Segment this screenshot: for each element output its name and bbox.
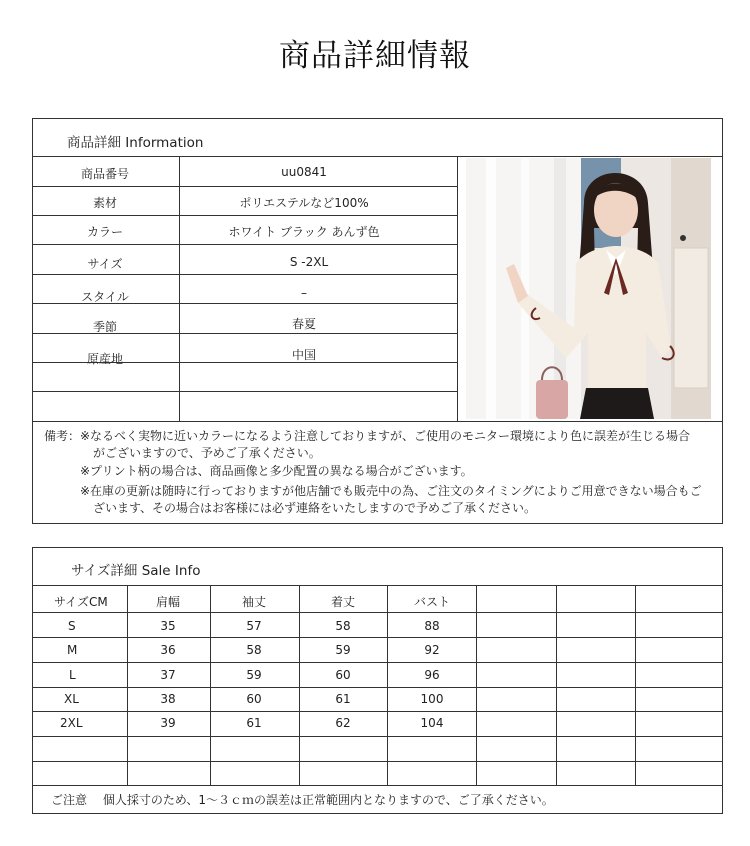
note-line-3: ※プリント柄の場合は、商品画像と多少配置の異なる場合がございます。 (80, 464, 473, 478)
size-cell: 60 (335, 668, 351, 682)
size-cell: 104 (420, 716, 444, 730)
note-line-1: 備考：※なるべく実物に近いカラーになるよう注意しておりますが、ご使用のモニター環境により色に誤差が生じる場合 (44, 429, 691, 443)
detail-label-size: サイズ (87, 257, 123, 271)
size-header-label: サイズ詳細 Sale Info (71, 563, 201, 579)
note-line-5: ざいます、その場合はお客様には必ず連絡をいたしますので予めご了承ください。 (93, 501, 537, 515)
size-cell: S (68, 619, 76, 633)
size-col-header-size: サイズCM (54, 595, 108, 609)
size-col-header-length: 着丈 (330, 595, 356, 609)
size-cell: 61 (246, 716, 262, 730)
size-col-header-bust: バスト (413, 595, 451, 609)
size-cell: 39 (160, 716, 176, 730)
size-cell: XL (64, 692, 79, 706)
details-header-label: 商品詳細 Information (67, 135, 204, 151)
detail-label-season: 季節 (92, 320, 118, 334)
note-line-4: ※在庫の更新は随時に行っておりますが他店舗でも販売中の為、ご注文のタイミングによりご用意できない場合もご (80, 484, 702, 498)
page-title: 商品詳細情報 (279, 38, 471, 74)
detail-label-origin: 原産地 (86, 352, 124, 366)
size-cell: M (67, 643, 78, 657)
size-cell: 35 (160, 619, 176, 633)
detail-value-season: 春夏 (291, 317, 317, 331)
detail-label-color: カラー (86, 225, 124, 239)
size-cell: 100 (420, 692, 444, 706)
size-cell: 59 (246, 668, 262, 682)
size-col-header-shoulder: 肩幅 (155, 595, 181, 609)
size-cell: 38 (160, 692, 176, 706)
size-cell: 59 (335, 643, 351, 657)
detail-label-item-number: 商品番号 (80, 167, 130, 181)
size-cell: 2XL (60, 716, 83, 730)
size-footer-note: ご注意 個人採寸のため、1～３ｃｍの誤差は正常範囲内となりますので、ご了承ください。 (51, 793, 554, 807)
size-cell: 57 (246, 619, 262, 633)
product-photo (466, 158, 711, 419)
detail-label-style: スタイル (81, 290, 129, 304)
size-cell: 36 (160, 643, 176, 657)
size-cell: 96 (424, 668, 440, 682)
size-section-header (33, 548, 722, 586)
size-cell: 37 (160, 668, 176, 682)
detail-value-item-number: uu0841 (281, 165, 327, 179)
size-cell: 58 (335, 619, 351, 633)
size-col-header-sleeve: 袖丈 (241, 595, 267, 609)
size-table-box (32, 547, 723, 814)
size-cell: 62 (335, 716, 351, 730)
detail-value-material: ポリエステルなど100% (239, 196, 369, 210)
detail-label-material: 素材 (92, 196, 118, 210)
details-section-header (33, 119, 722, 157)
size-cell: L (69, 668, 76, 682)
size-cell: 92 (424, 643, 440, 657)
size-cell: 58 (246, 643, 262, 657)
detail-value-color: ホワイト ブラック あんず色 (228, 225, 380, 239)
detail-value-style: – (301, 286, 307, 300)
size-cell: 60 (246, 692, 262, 706)
detail-value-size: S -2XL (289, 255, 329, 269)
detail-value-origin: 中国 (291, 348, 317, 362)
size-cell: 61 (335, 692, 351, 706)
size-cell: 88 (424, 619, 440, 633)
note-line-2: がございますので、予めご了承ください。 (93, 446, 321, 460)
